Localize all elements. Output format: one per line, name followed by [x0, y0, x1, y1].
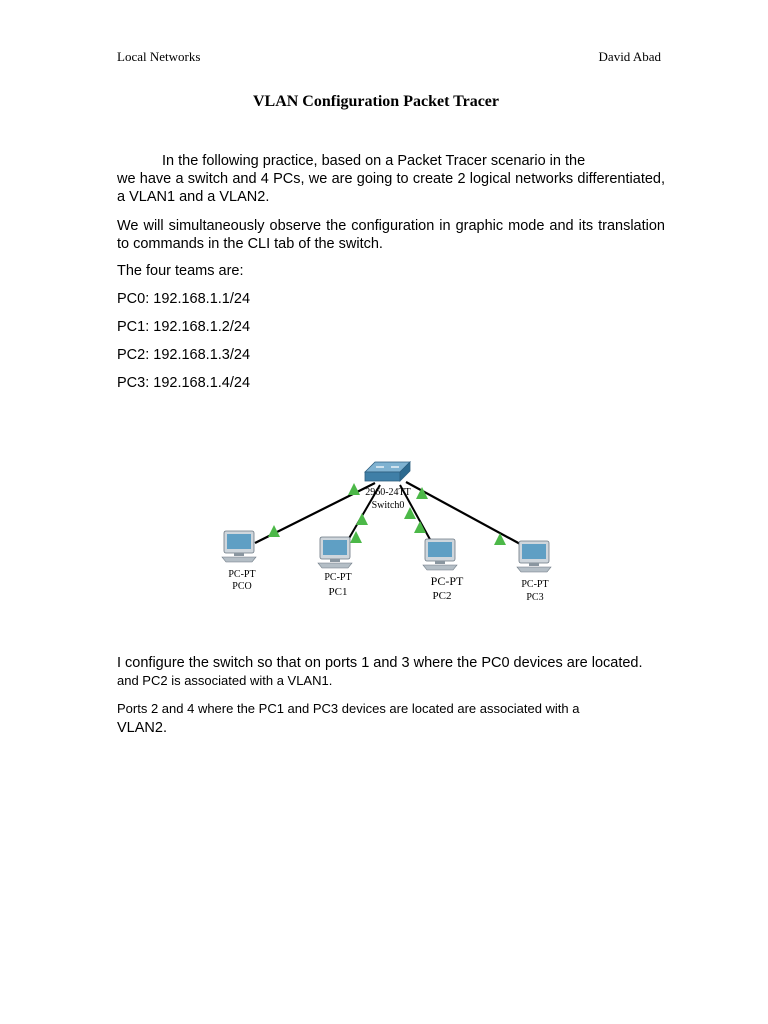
- pc3-computer-icon[interactable]: [517, 541, 551, 572]
- network-topology-diagram: [210, 455, 570, 615]
- paragraph-intro-rest: we have a switch and 4 PCs, we are going to create 2 logical networks differentiated, a VLAN1 and a VLAN2.: [117, 171, 665, 205]
- header-right: David Abad: [598, 49, 661, 64]
- paragraph-vlan2-line2: VLAN2.: [117, 720, 167, 736]
- pc3-address: PC3: 192.168.1.4/24: [117, 375, 251, 391]
- pc0-computer-icon[interactable]: [222, 531, 256, 562]
- paragraph-observe: We will simultaneously observe the configuration in graphic mode and its translation to commands in the CLI tab of the switch.: [117, 218, 665, 252]
- paragraph-intro-line1: In the following practice, based on a Packet Tracer scenario in the: [162, 153, 586, 169]
- switch-model-label: 2960-24TT: [365, 487, 411, 498]
- pc3-type-label: PC-PT: [521, 579, 549, 590]
- switch-name-label: Switch0: [371, 500, 405, 511]
- pc1-computer-icon[interactable]: [318, 537, 352, 568]
- pc3-name-label: PC3: [526, 592, 544, 603]
- header-left: Local Networks: [117, 49, 201, 64]
- pc1-name-label: PC1: [328, 586, 348, 598]
- paragraph-vlan2-line1: Ports 2 and 4 where the PC1 and PC3 devices are located are associated with a: [117, 701, 580, 716]
- pc0-address: PC0: 192.168.1.1/24: [117, 291, 251, 307]
- pc1-type-label: PC-PT: [324, 572, 352, 583]
- port-up-icon: [348, 483, 360, 495]
- paragraph-vlan1-line2: and PC2 is associated with a VLAN1.: [117, 673, 333, 688]
- pc1-address: PC1: 192.168.1.2/24: [117, 319, 251, 335]
- port-up-icon: [356, 513, 368, 525]
- page-title: VLAN Configuration Packet Tracer: [252, 93, 500, 110]
- pc0-name-label: PCO: [232, 581, 252, 592]
- pc2-address: PC2: 192.168.1.3/24: [117, 347, 251, 363]
- pc2-computer-icon[interactable]: [423, 539, 457, 570]
- pc2-type-label: PC-PT: [430, 574, 464, 588]
- paragraph-teams-heading: The four teams are:: [117, 263, 244, 279]
- switch-icon[interactable]: [365, 462, 410, 481]
- paragraph-vlan1-line1: I configure the switch so that on ports 1 and 3 where the PC0 devices are located.: [117, 655, 643, 671]
- pc2-name-label: PC2: [432, 590, 452, 602]
- pc0-type-label: PC-PT: [228, 569, 256, 580]
